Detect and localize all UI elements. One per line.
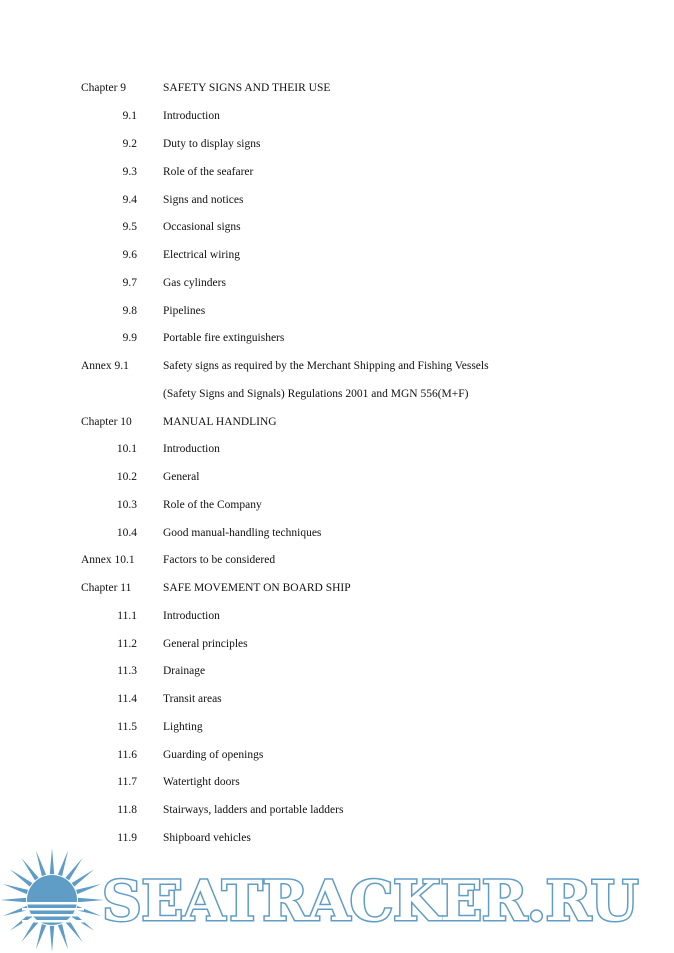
section-title: Gas cylinders — [163, 277, 226, 289]
annex-entry — [0, 550, 674, 570]
annex-title-line-1: Safety signs as required by the Merchant Shipping and Fishing Vessels — [163, 360, 489, 372]
toc-entry — [0, 523, 674, 543]
section-title: Shipboard vehicles — [163, 832, 251, 844]
sun-icon — [0, 848, 110, 953]
section-number: 11.8 — [117, 804, 137, 816]
toc-entry — [0, 190, 674, 210]
toc-entry — [0, 717, 674, 737]
chapter-title: MANUAL HANDLING — [163, 416, 277, 428]
chapter-title: SAFETY SIGNS AND THEIR USE — [163, 82, 331, 94]
section-number: 11.7 — [117, 776, 137, 788]
toc-entry — [0, 106, 674, 126]
section-number: 9.7 — [122, 277, 137, 289]
section-number: 9.4 — [122, 194, 137, 206]
section-title: Lighting — [163, 721, 203, 733]
section-number: 9.6 — [122, 249, 137, 261]
section-title: Portable fire extinguishers — [163, 332, 285, 344]
toc-entry — [0, 495, 674, 515]
section-number: 11.5 — [117, 721, 137, 733]
toc-entry — [0, 301, 674, 321]
sun-ray — [58, 924, 68, 950]
section-title: Introduction — [163, 610, 220, 622]
section-number: 11.3 — [117, 665, 137, 677]
section-number: 9.9 — [122, 332, 137, 344]
sun-ray — [0, 898, 26, 902]
toc-entry — [0, 162, 674, 182]
section-number: 9.8 — [122, 305, 137, 317]
sun-ray — [65, 920, 82, 942]
sun-ray — [50, 848, 54, 874]
annex-label: Annex 9.1 — [81, 360, 129, 372]
section-number: 10.1 — [116, 443, 137, 455]
section-title: Guarding of openings — [163, 749, 264, 761]
toc-entry — [0, 828, 674, 848]
section-number: 10.3 — [116, 499, 137, 511]
section-title: Occasional signs — [163, 221, 241, 233]
toc-entry — [0, 217, 674, 237]
toc-entry — [0, 745, 674, 765]
annex-entry-continuation — [0, 384, 674, 404]
toc-entry — [0, 634, 674, 654]
section-number: 9.2 — [122, 138, 137, 150]
toc-entry — [0, 328, 674, 348]
toc-entry — [0, 273, 674, 293]
sun-ray — [36, 851, 46, 877]
section-title: Pipelines — [163, 305, 206, 317]
chapter-label: Chapter 9 — [81, 82, 127, 94]
section-title: Electrical wiring — [163, 249, 240, 261]
sun-ray — [78, 898, 104, 902]
toc-entry — [0, 661, 674, 681]
section-title: Stairways, ladders and portable ladders — [163, 804, 344, 816]
chapter-heading — [0, 578, 674, 598]
section-title: General principles — [163, 638, 248, 650]
section-title: Transit areas — [163, 693, 222, 705]
toc-entry — [0, 772, 674, 792]
toc-entry — [0, 439, 674, 459]
section-number: 10.4 — [116, 527, 137, 539]
section-title: Good manual-handling techniques — [163, 527, 322, 539]
section-number: 9.5 — [122, 221, 137, 233]
watermark-text: SEATRACKER.RU — [102, 868, 639, 933]
section-number: 11.6 — [117, 749, 137, 761]
section-title: Watertight doors — [163, 776, 240, 788]
annex-label: Annex 10.1 — [81, 554, 135, 566]
section-title: Introduction — [163, 110, 220, 122]
section-number: 10.2 — [116, 471, 137, 483]
section-number: 11.2 — [117, 638, 137, 650]
annex-title: Factors to be considered — [163, 554, 276, 566]
sun-ray — [10, 869, 32, 886]
chapter-label: Chapter 11 — [81, 582, 132, 594]
sun-ray — [76, 884, 102, 894]
chapter-heading — [0, 412, 674, 432]
sun-ray — [36, 924, 46, 950]
section-title: Role of the Company — [163, 499, 262, 511]
toc-entry — [0, 134, 674, 154]
section-number: 11.4 — [117, 693, 137, 705]
chapter-heading — [0, 78, 674, 98]
sun-ray — [50, 926, 54, 952]
toc-entry — [0, 689, 674, 709]
section-title: Drainage — [163, 665, 206, 677]
toc-entry — [0, 800, 674, 820]
sun-ray — [21, 858, 38, 880]
section-title: Role of the seafarer — [163, 166, 254, 178]
section-number: 11.9 — [117, 832, 137, 844]
section-title: Signs and notices — [163, 194, 244, 206]
section-title: General — [163, 471, 200, 483]
section-number: 9.3 — [122, 166, 137, 178]
section-number: 11.1 — [117, 610, 137, 622]
section-title: Duty to display signs — [163, 138, 261, 150]
chapter-title: SAFE MOVEMENT ON BOARD SHIP — [163, 582, 351, 594]
toc-entry — [0, 606, 674, 626]
toc-entry — [0, 245, 674, 265]
sun-ray — [58, 851, 68, 877]
annex-title-line-2: (Safety Signs and Signals) Regulations 2001 and MGN 556(M+F) — [163, 388, 469, 400]
section-title: Introduction — [163, 443, 220, 455]
sun-ray — [72, 869, 94, 886]
sun-ray — [3, 884, 29, 894]
toc-entry — [0, 467, 674, 487]
section-number: 9.1 — [122, 110, 137, 122]
sun-ray — [21, 920, 38, 942]
sun-ray — [65, 858, 82, 880]
chapter-label: Chapter 10 — [81, 416, 132, 428]
annex-entry — [0, 356, 674, 376]
